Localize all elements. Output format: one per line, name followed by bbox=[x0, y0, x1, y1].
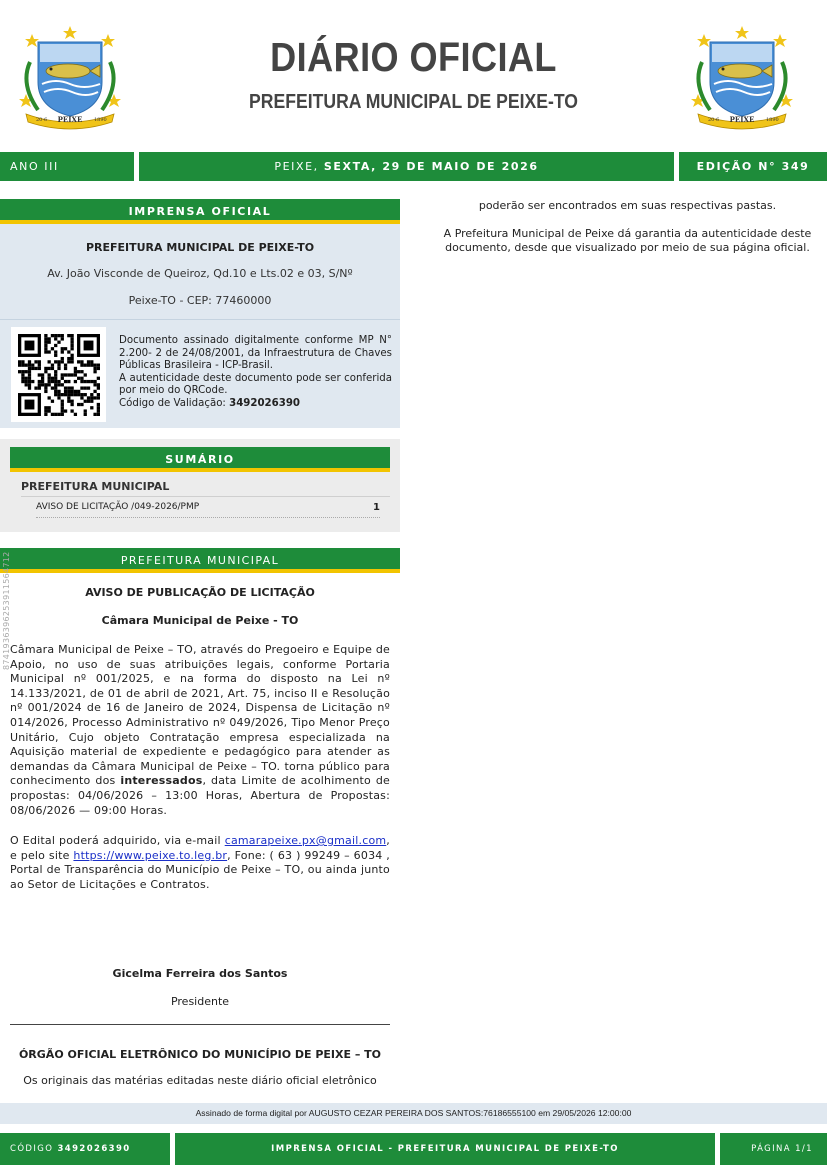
footer-code-label: CÓDIGO bbox=[10, 1144, 54, 1154]
edition-label: EDIÇÃO N° 349 bbox=[696, 160, 810, 173]
qr-code-icon bbox=[18, 334, 100, 416]
article-paragraph-1 bbox=[10, 643, 390, 818]
validation-label: Código de Validação: bbox=[119, 397, 226, 409]
seal-date-right: 1890 bbox=[766, 117, 779, 123]
article-subtitle: Câmara Municipal de Peixe - TO bbox=[101, 614, 299, 627]
article-text: , data Limite de acolhimento de propostas: 04/06/2026 – 13:00 Horas, Abertura de Propostas: 08/06/2026 — 09:00 Horas. bbox=[10, 774, 391, 817]
right-paragraph-1: poderão ser encontrados em suas respectivas pastas. bbox=[478, 199, 777, 212]
left-column bbox=[0, 199, 400, 1087]
year-label: ANO III bbox=[10, 160, 59, 173]
article-bold-text: interessados bbox=[120, 774, 203, 788]
seal-text: PEIXE bbox=[729, 115, 755, 124]
seal-text: PEIXE bbox=[57, 115, 83, 124]
summary-item[interactable] bbox=[36, 497, 380, 518]
signature-block bbox=[0, 319, 400, 428]
imprensa-heading: IMPRENSA OFICIAL bbox=[0, 199, 400, 224]
imprensa-org: PREFEITURA MUNICIPAL DE PEIXE-TO bbox=[85, 241, 315, 254]
municipal-seal-left bbox=[18, 22, 122, 130]
year-badge bbox=[0, 152, 134, 181]
right-column bbox=[430, 199, 825, 255]
summary-item-page: 1 bbox=[373, 502, 380, 513]
side-verification-code: 874193639625391156471​2 bbox=[2, 551, 11, 670]
page-title: DIÁRIO OFICIAL bbox=[270, 34, 557, 80]
signer-role: Presidente bbox=[170, 994, 230, 1008]
seal-date-left: 20-6 bbox=[36, 117, 48, 123]
footer-center-banner bbox=[175, 1133, 715, 1165]
footer-center-text: IMPRENSA OFICIAL - PREFEITURA MUNICIPAL DE PEIXE-TO bbox=[271, 1144, 619, 1154]
signature-text bbox=[119, 327, 392, 420]
city-label: PEIXE, bbox=[274, 160, 319, 173]
article-paragraph-2 bbox=[10, 834, 390, 892]
article-text: O Edital poderá adquirido, via e-mail bbox=[10, 834, 221, 848]
signer-name: Gicelma Ferreira dos Santos bbox=[112, 966, 288, 980]
imprensa-address: Av. João Visconde de Queiroz, Qd.10 e Lts.02 e 03, S/Nº bbox=[47, 267, 353, 280]
org-footer-note: Os originais das matérias editadas neste diário oficial eletrônico bbox=[23, 1073, 377, 1087]
imprensa-box bbox=[0, 224, 400, 428]
footer-page: PÁGINA 1/1 bbox=[751, 1144, 813, 1154]
authenticity-statement: A autenticidade deste documento pode ser conferida por meio do QRCode. bbox=[119, 372, 392, 397]
signature-statement: Documento assinado digitalmente conforme MP N° 2.200- 2 de 24/08/2001, da Infraestrutura de Chaves Públicas Brasileira - ICP-Brasil. bbox=[119, 335, 392, 372]
date-banner bbox=[139, 152, 674, 181]
municipal-seal-right bbox=[690, 22, 794, 130]
footer-code: 3492026390 bbox=[57, 1144, 131, 1154]
email-link[interactable]: camarapeixe.px@gmail.com bbox=[224, 834, 387, 848]
footer-code-badge bbox=[0, 1133, 170, 1165]
right-paragraph-2: A Prefeitura Municipal de Peixe dá garantia da autenticidade deste documento, desde que visualizado por meio de sua página oficial. bbox=[443, 227, 812, 254]
date-label: SEXTA, 29 DE MAIO DE 2026 bbox=[323, 160, 539, 173]
article-text: , e pelo site bbox=[10, 834, 390, 862]
divider bbox=[10, 1024, 390, 1025]
seal-date-left: 20-6 bbox=[708, 117, 720, 123]
digital-signature-strip: Assinado de forma digital por AUGUSTO CEZAR PEREIRA DOS SANTOS:76186555100 em 29/05/2026 12:00:00 bbox=[0, 1103, 827, 1124]
validation-code: 3492026390 bbox=[229, 397, 300, 409]
section-heading: PREFEITURA MUNICIPAL bbox=[0, 548, 400, 573]
footer-page-badge bbox=[720, 1133, 827, 1165]
article bbox=[0, 586, 400, 1087]
article-text: , Fone: ( 63 ) 99249 – 6034 , Portal de Transparência do Município de Peixe – TO, ou ainda junto ao Setor de Licitações e Contratos. bbox=[10, 848, 390, 891]
summary-item-label: AVISO DE LICITAÇÃO /049-2026/PMP bbox=[36, 502, 200, 512]
org-footer-title: ÓRGÃO OFICIAL ELETRÔNICO DO MUNICÍPIO DE PEIXE – TO bbox=[18, 1047, 382, 1061]
summary-section: PREFEITURA MUNICIPAL bbox=[21, 480, 390, 497]
article-title: AVISO DE PUBLICAÇÃO DE LICITAÇÃO bbox=[85, 586, 315, 599]
imprensa-cep: Peixe-TO - CEP: 77460000 bbox=[128, 294, 272, 307]
summary-heading: SUMÁRIO bbox=[10, 447, 390, 472]
summary-box bbox=[0, 439, 400, 532]
seal-date-right: 1890 bbox=[94, 117, 107, 123]
site-link[interactable]: https://www.peixe.to.leg.br bbox=[73, 848, 228, 862]
qr-code[interactable] bbox=[11, 327, 106, 422]
edition-badge bbox=[679, 152, 827, 181]
article-text: Câmara Municipal de Peixe – TO, através do Pregoeiro e Equipe de Apoio, no uso de suas atribuições legais, conforme Portaria Municipal nº 001/2025, e na forma do disposto na Lei nº 14.133/2021, de 01 de abril de 2021, Art. 75, inciso II e Resolução nº 001/2024 de 16 de Janeiro de 2024, Dispensa de Licitação nº 014/2026, Processo Administrativo nº 049/2026, Tipo Menor Preço Unitário, Cujo objeto Contratação empresa especializada na Aquisição material de expediente e pedagógico para atender as demandas da Câmara Municipal de Peixe – TO. torna público para conhecimento dos bbox=[10, 643, 390, 788]
page-subtitle: PREFEITURA MUNICIPAL DE PEIXE-TO bbox=[249, 91, 578, 113]
